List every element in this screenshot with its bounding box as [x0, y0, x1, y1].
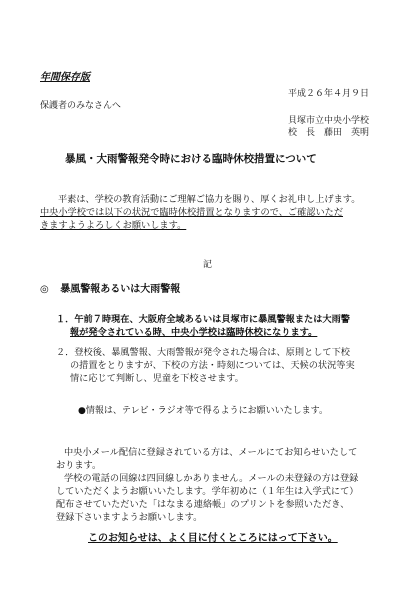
mail-line-5: 配布させていただいた「はなまる連絡帳」のプリントを参照いただき、 — [56, 499, 350, 510]
principal-name: 校 長 藤田 英明 — [288, 128, 370, 138]
item-1-line-2: 報が発令されている時、中央小学校は臨時休校になります。 — [70, 327, 318, 338]
intro-line-2: 中央小学校では以下の状況で臨時休校措置となりますので、ご確認いただ — [40, 207, 344, 218]
intro-line-3: きますようよろしくお願いします。 — [40, 220, 187, 231]
mail-line-1: 中央小メール配信に登録されている方は、メールにてお知らせいたして — [64, 447, 358, 458]
document-title: 暴風・大雨警報発令時における臨時休校措置について — [65, 153, 317, 165]
intro-line-1: 平素は、学校の教育活動にご理解ご協力を賜り、厚くお礼申し上げます。 — [58, 194, 361, 205]
item-2-line-2: の措置をとりますが、下校の方法・時刻については、天候の状況等実 — [70, 360, 355, 371]
mail-paragraph — [56, 446, 358, 524]
section-heading-row — [40, 283, 180, 296]
mail-line-6: 登録下さいますようお願いします。 — [56, 512, 203, 523]
issue-date: 平成２６年４月９日 — [288, 89, 370, 99]
item-2-line-1: ２．登校後、暴風警報、大雨警報が発令された場合は、原則として下校 — [56, 347, 350, 358]
mail-line-3: 学校の電話の回線は四回線しかありません。メールの未登録の方は登録 — [64, 473, 359, 484]
preserve-label: 年間保存版 — [40, 72, 90, 83]
mail-line-4: していただくようお願いいたします。学年初めに（１年生は入学式にて） — [56, 486, 359, 497]
closing-note: このお知らせは、よく目に付くところにはって下さい。 — [88, 533, 338, 544]
item-1 — [56, 313, 350, 339]
item-2-line-3: 情に応じて判断し、児童を下校させます。 — [70, 373, 244, 384]
item-1-line-1: １．午前７時現在、大阪府全域あるいは貝塚市に暴風警報または大雨警 — [56, 314, 350, 325]
school-name: 貝塚市立中央小学校 — [288, 116, 370, 126]
ki-marker: 記 — [203, 260, 213, 270]
item-2 — [56, 346, 355, 385]
intro-paragraph — [40, 193, 360, 232]
section-mark: ◎ — [40, 284, 49, 295]
recipient: 保護者のみなさんへ — [40, 101, 121, 111]
mail-line-2: おります。 — [56, 460, 102, 471]
section-heading: 暴風警報あるいは大雨警報 — [60, 284, 181, 295]
info-note: ●情報は、テレビ・ラジオ等で得るようにお願いいたします。 — [78, 406, 328, 416]
